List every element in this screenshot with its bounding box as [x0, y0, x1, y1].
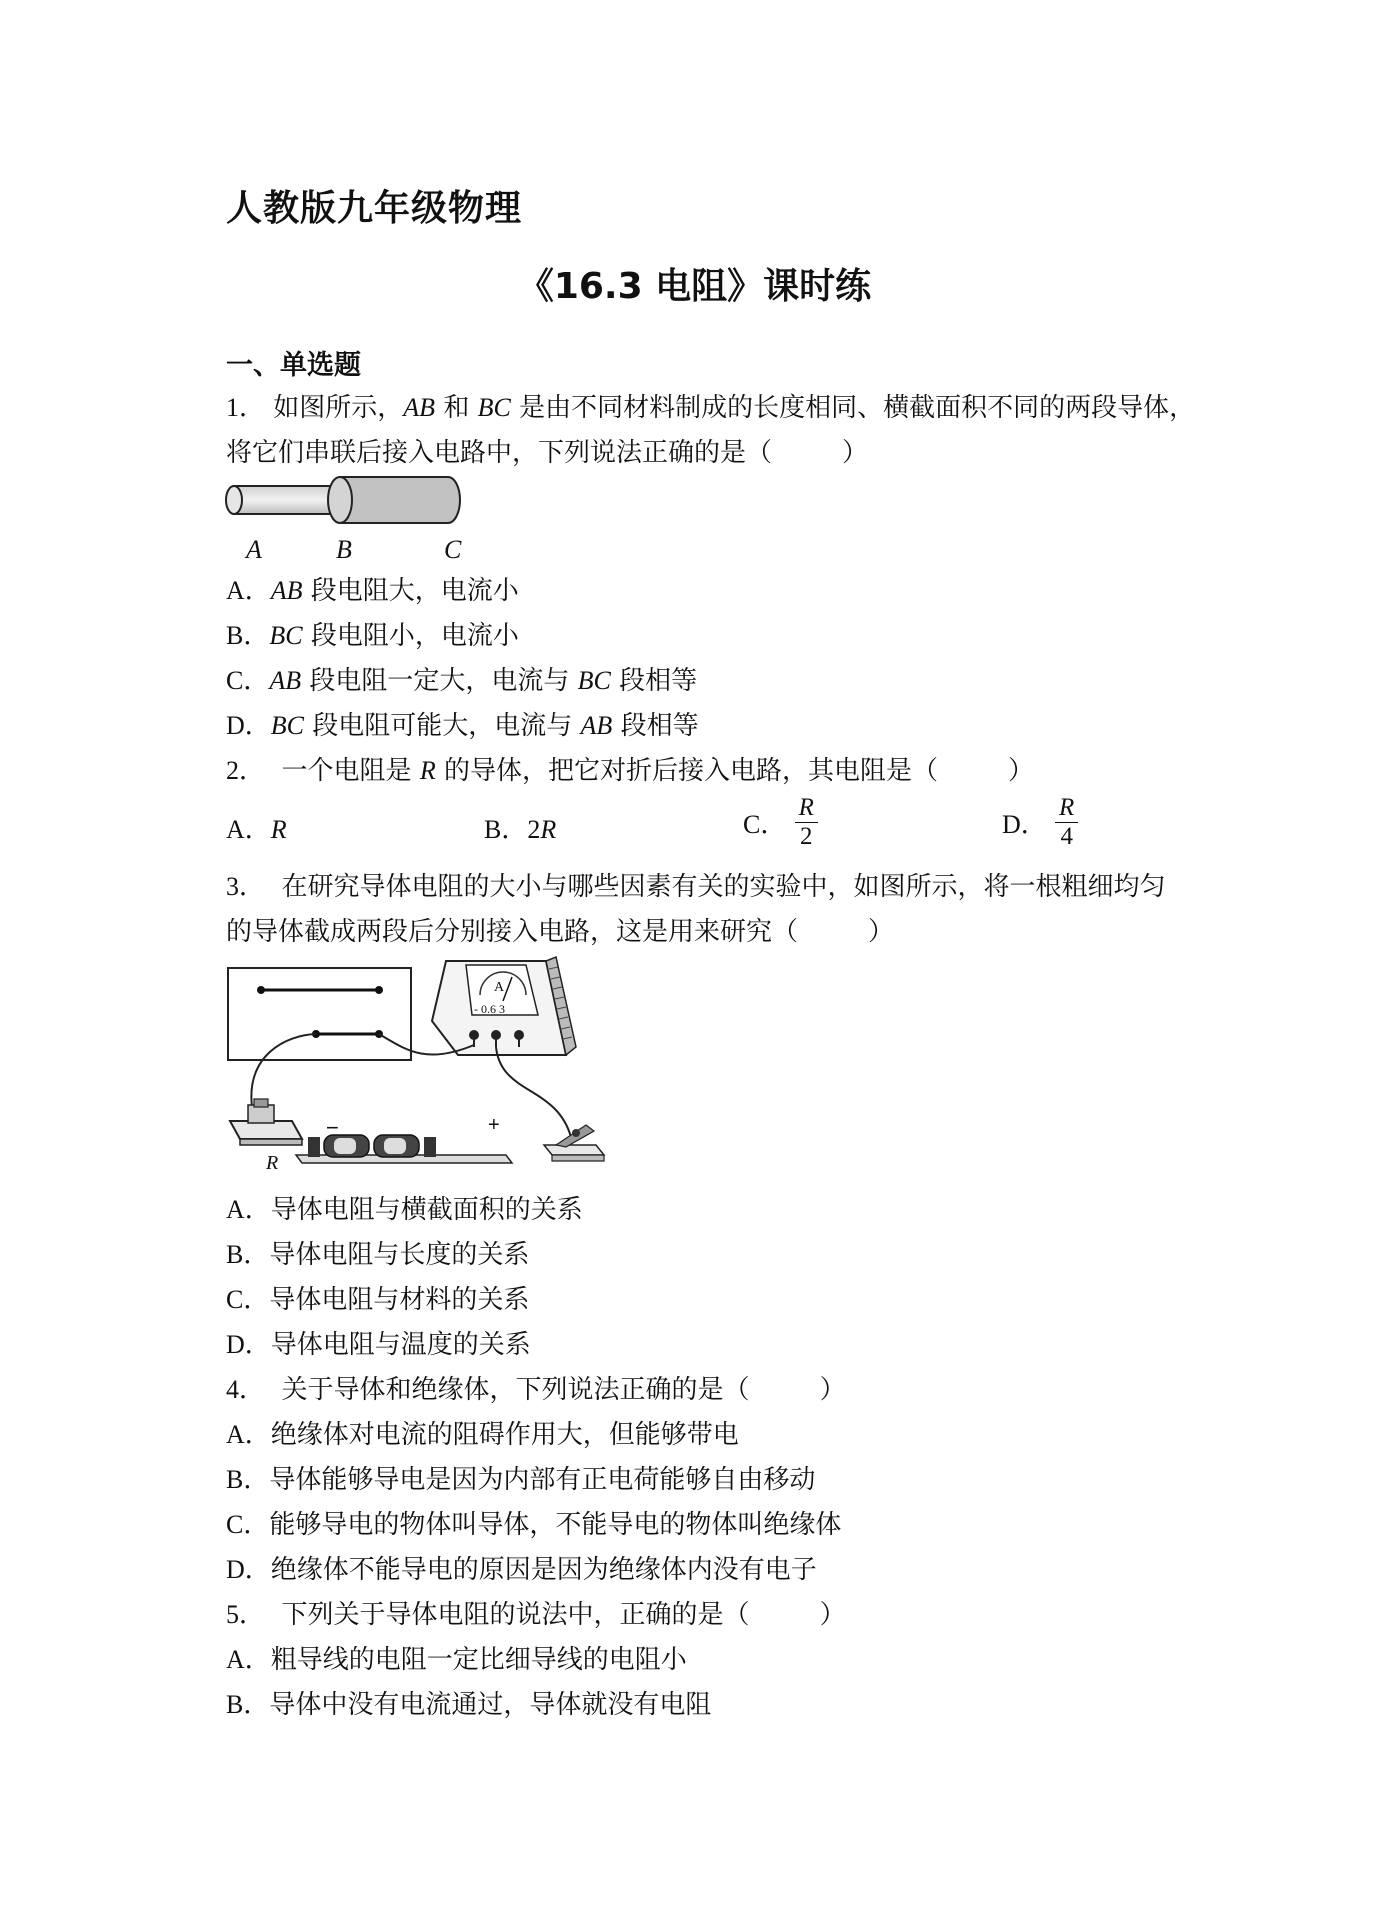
q4-number: 4．	[226, 1375, 266, 1404]
q1-option-a[interactable]	[226, 575, 519, 607]
option-text: 导体电阻与横截面积的关系	[270, 1195, 583, 1225]
option-letter: C．	[226, 1510, 270, 1539]
q5-option-a[interactable]	[226, 1644, 687, 1676]
option-letter: D．	[226, 1555, 271, 1584]
q2-text-pre: 一个电阻是	[281, 756, 420, 786]
option-text: 导体电阻与材料的关系	[269, 1285, 530, 1315]
q2-option-b[interactable]	[484, 814, 556, 846]
option-letter: B．	[226, 1690, 270, 1719]
q1-label-b: B	[336, 535, 352, 564]
q3-resistor-label: R	[266, 1152, 279, 1174]
option-letter: A．	[226, 1420, 271, 1449]
q5-number: 5．	[226, 1600, 266, 1629]
fraction-numerator: R	[795, 794, 818, 823]
q1-and: 和	[435, 393, 478, 423]
q1-stem-line1	[226, 392, 1195, 424]
option-letter: C．	[743, 810, 787, 839]
lesson-title: 《16.3 电阻》课时练	[517, 266, 872, 307]
option-letter: A．	[226, 815, 271, 844]
option-text: 段电阻小，电流小	[302, 621, 519, 651]
q2-stem	[226, 755, 1034, 787]
q1-var-bc: BC	[477, 393, 511, 422]
q2-var: R	[419, 756, 436, 785]
option-coef: 2	[527, 815, 541, 844]
option-text: 段电阻一定大，电流与	[301, 666, 578, 696]
option-var: BC	[269, 621, 303, 650]
option-text: 段电阻大，电流小	[302, 576, 519, 606]
option-var: AB	[269, 666, 302, 695]
q5-option-b[interactable]	[226, 1689, 711, 1721]
q1-number: 1．	[226, 393, 266, 422]
option-text: 导体电阻与温度的关系	[270, 1330, 531, 1360]
q3-board	[228, 968, 411, 1060]
q3-clip	[544, 1125, 604, 1161]
option-value: R	[540, 815, 557, 844]
option-letter: D．	[226, 711, 271, 740]
q5-close: ）	[819, 1600, 846, 1630]
q3-circuit-figure	[226, 955, 616, 1177]
option-text: 段电阻可能大，电流与	[304, 711, 581, 741]
q1-option-d[interactable]	[226, 710, 699, 742]
q3-close: ）	[868, 917, 895, 947]
q4-stem	[226, 1374, 846, 1406]
option-text: 绝缘体不能导电的原因是因为绝缘体内没有电子	[270, 1555, 817, 1585]
option-text: 粗导线的电阻一定比细导线的电阻小	[270, 1645, 687, 1675]
option-letter: D．	[1002, 810, 1047, 839]
q1-text2: 将它们串联后接入电路中，下列说法正确的是（	[226, 438, 773, 468]
q3-ammeter	[432, 957, 576, 1055]
option-fraction	[1055, 794, 1078, 851]
q1-text-pre: 如图所示，	[273, 393, 404, 423]
q3-ammeter-label: A	[494, 980, 505, 995]
q3-stem-line2	[226, 916, 894, 948]
q3-option-b[interactable]	[226, 1239, 529, 1271]
q1-var-ab: AB	[403, 393, 436, 422]
fraction-denominator: 2	[800, 823, 813, 850]
q1-option-b[interactable]	[226, 620, 519, 652]
q2-option-c[interactable]	[743, 794, 818, 851]
option-text2: 段相等	[612, 711, 699, 741]
fraction-denominator: 4	[1060, 823, 1073, 850]
option-letter: C．	[226, 666, 270, 695]
q1-conductor-figure	[222, 470, 472, 565]
q3-ammeter-scale: - 0.6 3	[474, 1002, 505, 1016]
q1-end-b	[328, 477, 352, 523]
q1-thick-segment	[340, 477, 460, 523]
option-var: BC	[270, 711, 305, 740]
option-letter: B．	[226, 621, 270, 650]
q1-text-post: 是由不同材料制成的长度相同、横截面积不同的两段导体，	[510, 393, 1196, 423]
q1-label-a: A	[246, 535, 262, 564]
q4-close: ）	[819, 1375, 846, 1405]
option-letter: A．	[226, 1195, 271, 1224]
q2-option-a[interactable]	[226, 814, 287, 846]
option-value: R	[270, 815, 287, 844]
q4-option-a[interactable]	[226, 1419, 739, 1451]
q2-text-post: 的导体，把它对折后接入电路，其电阻是（	[435, 756, 938, 786]
option-letter: C．	[226, 1285, 270, 1314]
option-var: AB	[270, 576, 303, 605]
q3-text1: 在研究导体电阻的大小与哪些因素有关的实验中，如图所示，将一根粗细均匀	[281, 872, 1166, 902]
fraction-numerator: R	[1055, 794, 1078, 823]
document-title: 人教版九年级物理	[226, 188, 523, 229]
q1-option-c[interactable]	[226, 665, 697, 697]
option-letter: B．	[484, 815, 528, 844]
q3-wire-right	[496, 1047, 571, 1137]
q3-option-a[interactable]	[226, 1194, 583, 1226]
option-text: 导体能够导电是因为内部有正电荷能够自由移动	[269, 1465, 816, 1495]
q2-number: 2．	[226, 756, 266, 785]
option-text2: 段相等	[610, 666, 698, 696]
q3-minus-label: −	[326, 1115, 339, 1140]
section-heading: 一、单选题	[226, 350, 361, 381]
option-fraction	[795, 794, 818, 851]
option-letter: B．	[226, 1465, 270, 1494]
option-text: 能够导电的物体叫导体，不能导电的物体叫绝缘体	[269, 1510, 842, 1540]
q3-number: 3．	[226, 872, 266, 901]
q3-stem-line1	[226, 871, 1166, 903]
option-text: 绝缘体对电流的阻碍作用大，但能够带电	[270, 1420, 739, 1450]
q1-close: ）	[842, 438, 869, 468]
q5-text: 下列关于导体电阻的说法中，正确的是（	[281, 1600, 750, 1630]
option-text: 导体电阻与长度的关系	[269, 1240, 530, 1270]
option-text: 导体中没有电流通过，导体就没有电阻	[269, 1690, 712, 1720]
option-letter: D．	[226, 1330, 271, 1359]
q4-option-b[interactable]	[226, 1464, 815, 1496]
q4-option-c[interactable]	[226, 1509, 841, 1541]
q3-plus-label: +	[488, 1114, 500, 1136]
option-var2: BC	[577, 666, 611, 695]
q2-close: ）	[1007, 756, 1034, 786]
q2-option-d[interactable]	[1002, 794, 1078, 851]
q3-option-c[interactable]	[226, 1284, 529, 1316]
option-letter: A．	[226, 1645, 271, 1674]
q5-stem	[226, 1599, 846, 1631]
q3-option-d[interactable]	[226, 1329, 531, 1361]
q3-text2: 的导体截成两段后分别接入电路，这是用来研究（	[226, 917, 799, 947]
q4-option-d[interactable]	[226, 1554, 817, 1586]
q4-text: 关于导体和绝缘体，下列说法正确的是（	[281, 1375, 750, 1405]
q1-label-c: C	[444, 535, 462, 564]
option-letter: B．	[226, 1240, 270, 1269]
option-var2: AB	[580, 711, 613, 740]
q3-switch	[230, 1099, 302, 1145]
q1-end-a	[226, 486, 242, 514]
option-letter: A．	[226, 576, 271, 605]
q1-stem-line2	[226, 437, 868, 469]
